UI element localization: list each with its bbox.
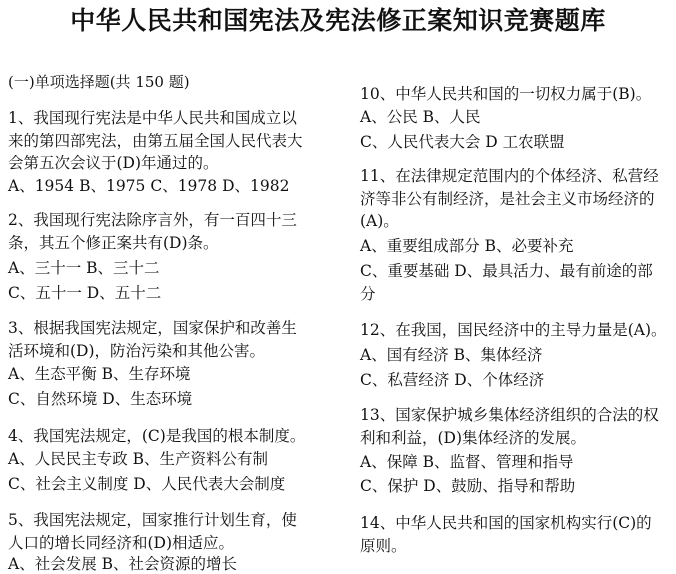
text-line: 12、在我国，国民经济中的主导力量是(A)。 [360,321,667,339]
text-line: C、人民代表大会 D 工农联盟 [360,133,565,151]
text-line: 条，其五个修正案共有(D)条。 [8,234,219,252]
text-line: A、人民民主专政 B、生产资料公有制 [8,450,269,468]
text-line: C、社会主义制度 D、人民代表大会制度 [8,475,286,493]
text-line: C、自然环境 D、生态环境 [8,390,193,408]
text-line: A、国有经济 B、集体经济 [360,346,543,364]
text-line: 原则。 [360,537,407,555]
text-line: A、生态平衡 B、生存环境 [8,365,191,383]
text-line: 4、我国宪法规定，(C)是我国的根本制度。 [8,427,306,445]
text-line: 10、中华人民共和国的一切权力属于(B)。 [360,85,652,103]
text-line: 1、我国现行宪法是中华人民共和国成立以 [8,109,297,127]
text-line: 济等非公有制经济，是社会主义市场经济的 [360,190,655,208]
text-line: 分 [360,285,376,303]
text-line: A、重要组成部分 B、必要补充 [360,237,574,255]
text-line: 人口的增长同经济和(D)相适应。 [8,534,235,552]
text-line: 来的第四部宪法，由第五届全国人民代表大 [8,132,303,150]
text-line: 13、国家保护城乡集体经济组织的合法的权 [360,406,659,424]
section-heading: (一)单项选择题(共 150 题) [8,73,190,91]
text-line: C、私营经济 D、个体经济 [360,371,545,389]
text-line: 3、根据我国宪法规定，国家保护和改善生 [8,319,297,337]
text-line: A、保障 B、监督、管理和指导 [360,453,574,471]
text-line: A、1954 B、1975 C、1978 D、1982 [8,177,290,195]
text-line: 活环境和(D)，防治污染和其他公害。 [8,342,266,360]
document-title: 中华人民共和国宪法及宪法修正案知识竞赛题库 [70,6,606,35]
text-line: 2、我国现行宪法除序言外，有一百四十三 [8,211,297,229]
text-line: C、五十一 D、五十二 [8,284,162,302]
text-line: C、保护 D、鼓励、指导和帮助 [360,477,576,495]
text-line: 14、中华人民共和国的国家机构实行(C)的 [360,514,652,532]
text-line: A、公民 B、人民 [360,108,481,126]
text-line: 11、在法律规定范围内的个体经济、私营经 [360,167,659,185]
text-line: (A)。 [360,212,399,230]
text-line: 会第五次会议于(D)年通过的。 [8,154,219,172]
text-line: C、重要基础 D、最具活力、最有前途的部 [360,262,653,280]
text-line: 利和利益，(D)集体经济的发展。 [360,429,587,447]
text-line: A、三十一 B、三十二 [8,259,160,277]
text-line: A、社会发展 B、社会资源的增长 [8,555,238,573]
text-line: 5、我国宪法规定，国家推行计划生育，使 [8,511,297,529]
